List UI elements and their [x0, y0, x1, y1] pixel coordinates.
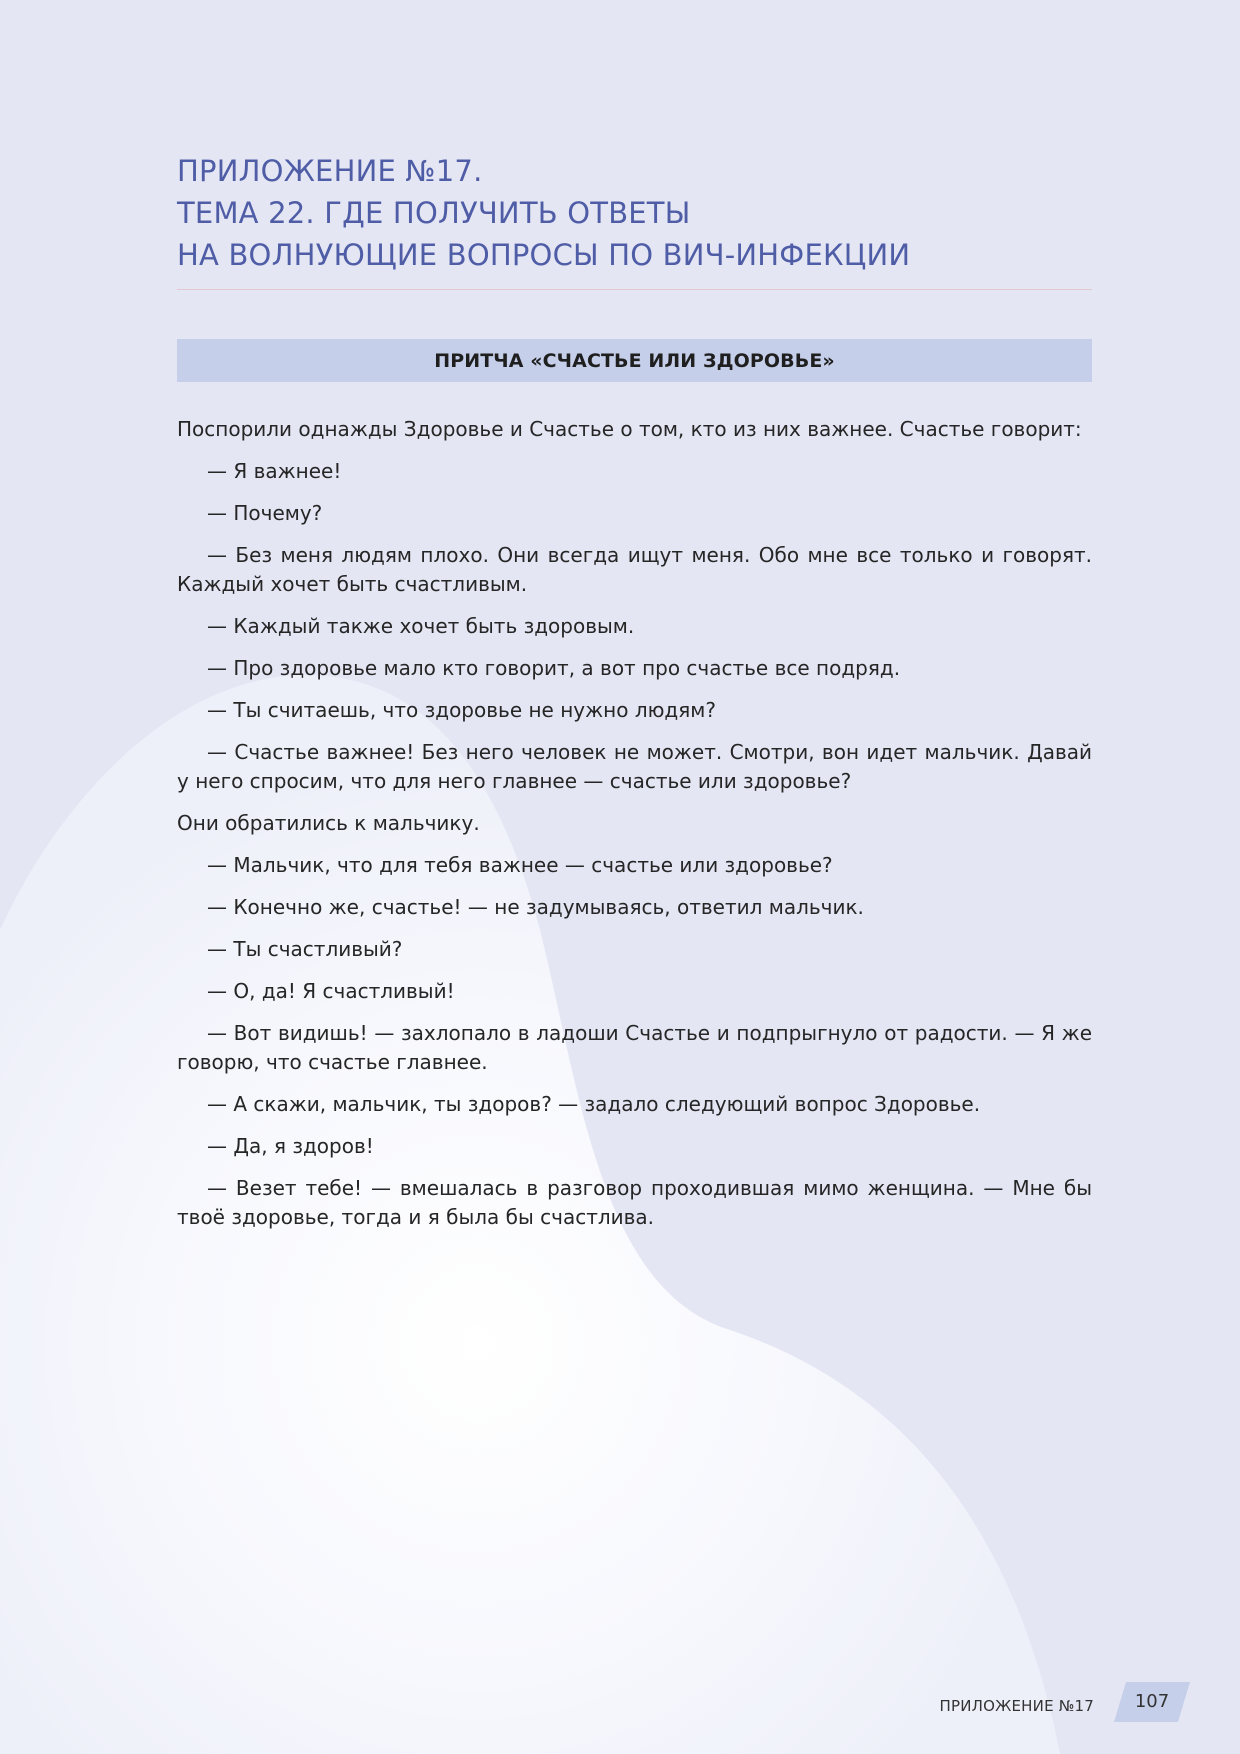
story-paragraph: — Вот видишь! — захлопало в ладоши Счастье и подпрыгнуло от радости. — Я же говорю, что счастье главнее.: [177, 1021, 1092, 1074]
story-paragraph: — А скажи, мальчик, ты здоров? — задало следующий вопрос Здоровье.: [207, 1092, 981, 1116]
story-paragraph: — Про здоровье мало кто говорит, а вот про счастье все подряд.: [207, 656, 901, 680]
story-paragraph: — Счастье важнее! Без него человек не может. Смотри, вон идет мальчик. Давай у него спросим, что для него главнее — счастье или здоровье?: [177, 740, 1092, 793]
story-paragraph: — Ты считаешь, что здоровье не нужно людям?: [207, 698, 716, 722]
page-number: 107: [1134, 1691, 1170, 1712]
section-title-band: [177, 339, 1092, 382]
story-paragraph: — Да, я здоров!: [207, 1134, 374, 1158]
story-paragraph: Они обратились к мальчику.: [177, 811, 480, 835]
heading-line-subject: НА ВОЛНУЮЩИЕ ВОПРОСЫ ПО ВИЧ-ИНФЕКЦИИ: [177, 238, 911, 272]
story-paragraph: — О, да! Я счастливый!: [207, 979, 455, 1003]
heading-line-topic: ТЕМА 22. ГДЕ ПОЛУЧИТЬ ОТВЕТЫ: [177, 196, 691, 230]
heading-line-appendix: ПРИЛОЖЕНИЕ №17.: [177, 154, 483, 188]
story-paragraph: — Почему?: [207, 501, 323, 525]
story-paragraph: — Я важнее!: [207, 459, 342, 483]
story-paragraph: — Ты счастливый?: [207, 937, 403, 961]
story-paragraph: — Мальчик, что для тебя важнее — счастье или здоровье?: [207, 853, 833, 877]
story-paragraph: — Без меня людям плохо. Они всегда ищут меня. Обо мне все только и говорят. Каждый хочет быть счастливым.: [177, 543, 1092, 596]
footer-section-label: ПРИЛОЖЕНИЕ №17: [939, 1697, 1094, 1715]
page-number-tab: [1114, 1682, 1190, 1722]
section-title: ПРИТЧА «СЧАСТЬЕ ИЛИ ЗДОРОВЬЕ»: [434, 349, 835, 372]
story-paragraph: — Каждый также хочет быть здоровым.: [207, 614, 635, 638]
story-paragraph: — Конечно же, счастье! — не задумываясь, ответил мальчик.: [207, 895, 864, 919]
story-paragraph: Поспорили однажды Здоровье и Счастье о том, кто из них важнее. Счастье говорит:: [177, 417, 1082, 441]
heading-divider: [177, 289, 1092, 290]
story-paragraph: — Везет тебе! — вмешалась в разговор проходившая мимо женщина. — Мне бы твоё здоровье, тогда и я была бы счастлива.: [177, 1176, 1092, 1229]
story-text: [177, 415, 1092, 1245]
page-heading: [177, 150, 1092, 276]
